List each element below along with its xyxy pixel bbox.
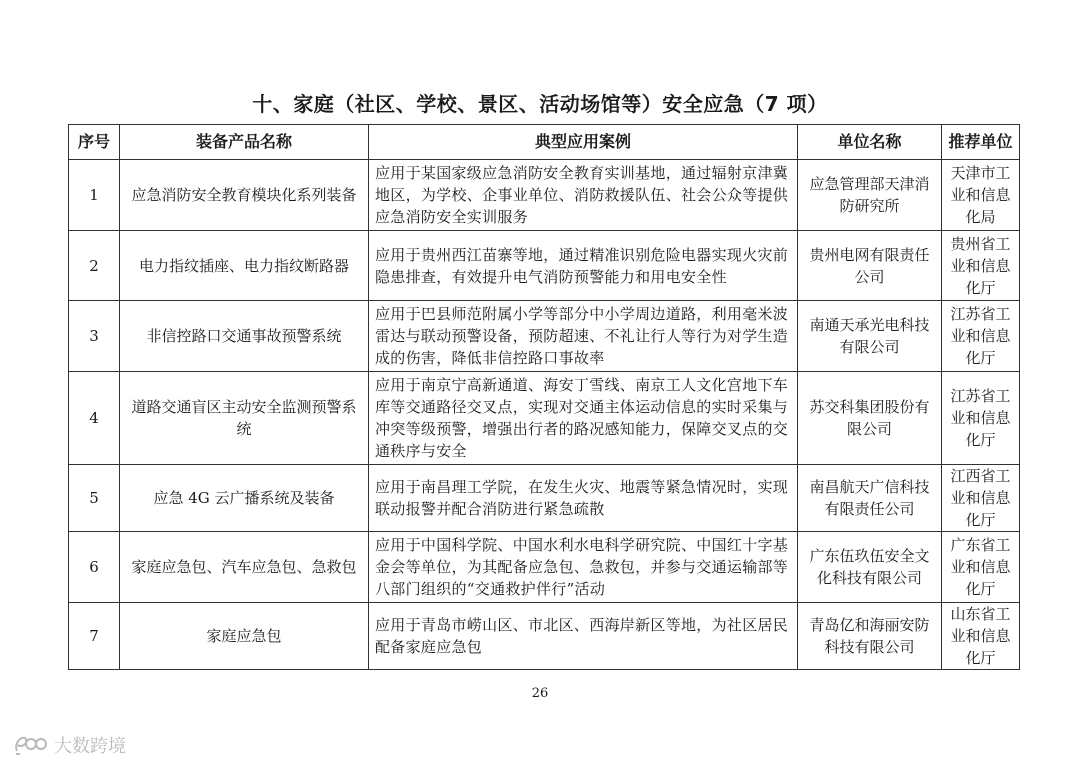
cell-case: 应用于中国科学院、中国水利水电科学研究院、中国红十字基金会等单位，为其配备应急包、急救包，并参与交通运输部等八部门组织的“交通救护伴行”活动 — [369, 532, 798, 603]
table-row — [69, 301, 1020, 372]
header-typical-case: 典型应用案例 — [369, 125, 798, 160]
cell-recommender: 广东省工业和信息化厅 — [942, 532, 1020, 603]
brand-logo-icon — [14, 734, 48, 756]
header-seq: 序号 — [69, 125, 120, 160]
cell-recommender: 山东省工业和信息化厅 — [942, 603, 1020, 670]
cell-product-name: 应急消防安全教育模块化系列装备 — [120, 160, 369, 231]
equipment-table — [68, 124, 1020, 670]
cell-product-name: 道路交通盲区主动安全监测预警系统 — [120, 372, 369, 465]
cell-recommender: 贵州省工业和信息化厅 — [942, 231, 1020, 301]
cell-case: 应用于南京宁高新通道、海安丁雪线、南京工人文化宫地下车库等交通路径交叉点，实现对交通主体运动信息的实时采集与冲突等级预警，增强出行者的路况感知能力，保障交叉点的交通秩序与安全 — [369, 372, 798, 465]
cell-case: 应用于青岛市崂山区、市北区、西海岸新区等地，为社区居民配备家庭应急包 — [369, 603, 798, 670]
table-row — [69, 231, 1020, 301]
table-row — [69, 372, 1020, 465]
table-row — [69, 603, 1020, 670]
cell-unit: 南昌航天广信科技有限责任公司 — [798, 465, 942, 532]
cell-no: 7 — [69, 603, 120, 670]
cell-no: 6 — [69, 532, 120, 603]
cell-unit: 贵州电网有限责任公司 — [798, 231, 942, 301]
cell-product-name: 家庭应急包 — [120, 603, 369, 670]
table-row — [69, 465, 1020, 532]
cell-no: 2 — [69, 231, 120, 301]
cell-unit: 苏交科集团股份有限公司 — [798, 372, 942, 465]
watermark-text: 大数跨境 — [54, 736, 126, 757]
cell-product-name: 电力指纹插座、电力指纹断路器 — [120, 231, 369, 301]
cell-case: 应用于南昌理工学院，在发生火灾、地震等紧急情况时，实现联动报警并配合消防进行紧急疏散 — [369, 465, 798, 532]
cell-no: 1 — [69, 160, 120, 231]
cell-product-name: 应急 4G 云广播系统及装备 — [120, 465, 369, 532]
header-product-name: 装备产品名称 — [120, 125, 369, 160]
cell-unit: 广东伍玖伍安全文化科技有限公司 — [798, 532, 942, 603]
cell-unit: 青岛亿和海丽安防科技有限公司 — [798, 603, 942, 670]
cell-unit: 应急管理部天津消防研究所 — [798, 160, 942, 231]
cell-recommender: 江苏省工业和信息化厅 — [942, 372, 1020, 465]
cell-product-name: 家庭应急包、汽车应急包、急救包 — [120, 532, 369, 603]
table-row — [69, 532, 1020, 603]
cell-no: 5 — [69, 465, 120, 532]
cell-no: 4 — [69, 372, 120, 465]
header-recommender: 推荐单位 — [942, 125, 1020, 160]
cell-unit: 南通天承光电科技有限公司 — [798, 301, 942, 372]
cell-recommender: 天津市工业和信息化局 — [942, 160, 1020, 231]
page-title: 十、家庭（社区、学校、景区、活动场馆等）安全应急（7 项） — [252, 92, 828, 116]
table-header-row — [69, 125, 1020, 160]
watermark — [14, 732, 126, 758]
cell-recommender: 江西省工业和信息化厅 — [942, 465, 1020, 532]
cell-case: 应用于某国家级应急消防安全教育实训基地，通过辐射京津冀地区，为学校、企事业单位、消防救援队伍、社会公众等提供应急消防安全实训服务 — [369, 160, 798, 231]
header-unit-name: 单位名称 — [798, 125, 942, 160]
cell-case: 应用于巴县师范附属小学等部分中小学周边道路，利用毫米波雷达与联动预警设备，预防超速、不礼让行人等行为对学生造成的伤害，降低非信控路口事故率 — [369, 301, 798, 372]
page-number: 26 — [531, 686, 549, 701]
cell-no: 3 — [69, 301, 120, 372]
cell-recommender: 江苏省工业和信息化厅 — [942, 301, 1020, 372]
table-row — [69, 160, 1020, 231]
cell-case: 应用于贵州西江苗寨等地，通过精准识别危险电器实现火灾前隐患排查，有效提升电气消防预警能力和用电安全性 — [369, 231, 798, 301]
cell-product-name: 非信控路口交通事故预警系统 — [120, 301, 369, 372]
